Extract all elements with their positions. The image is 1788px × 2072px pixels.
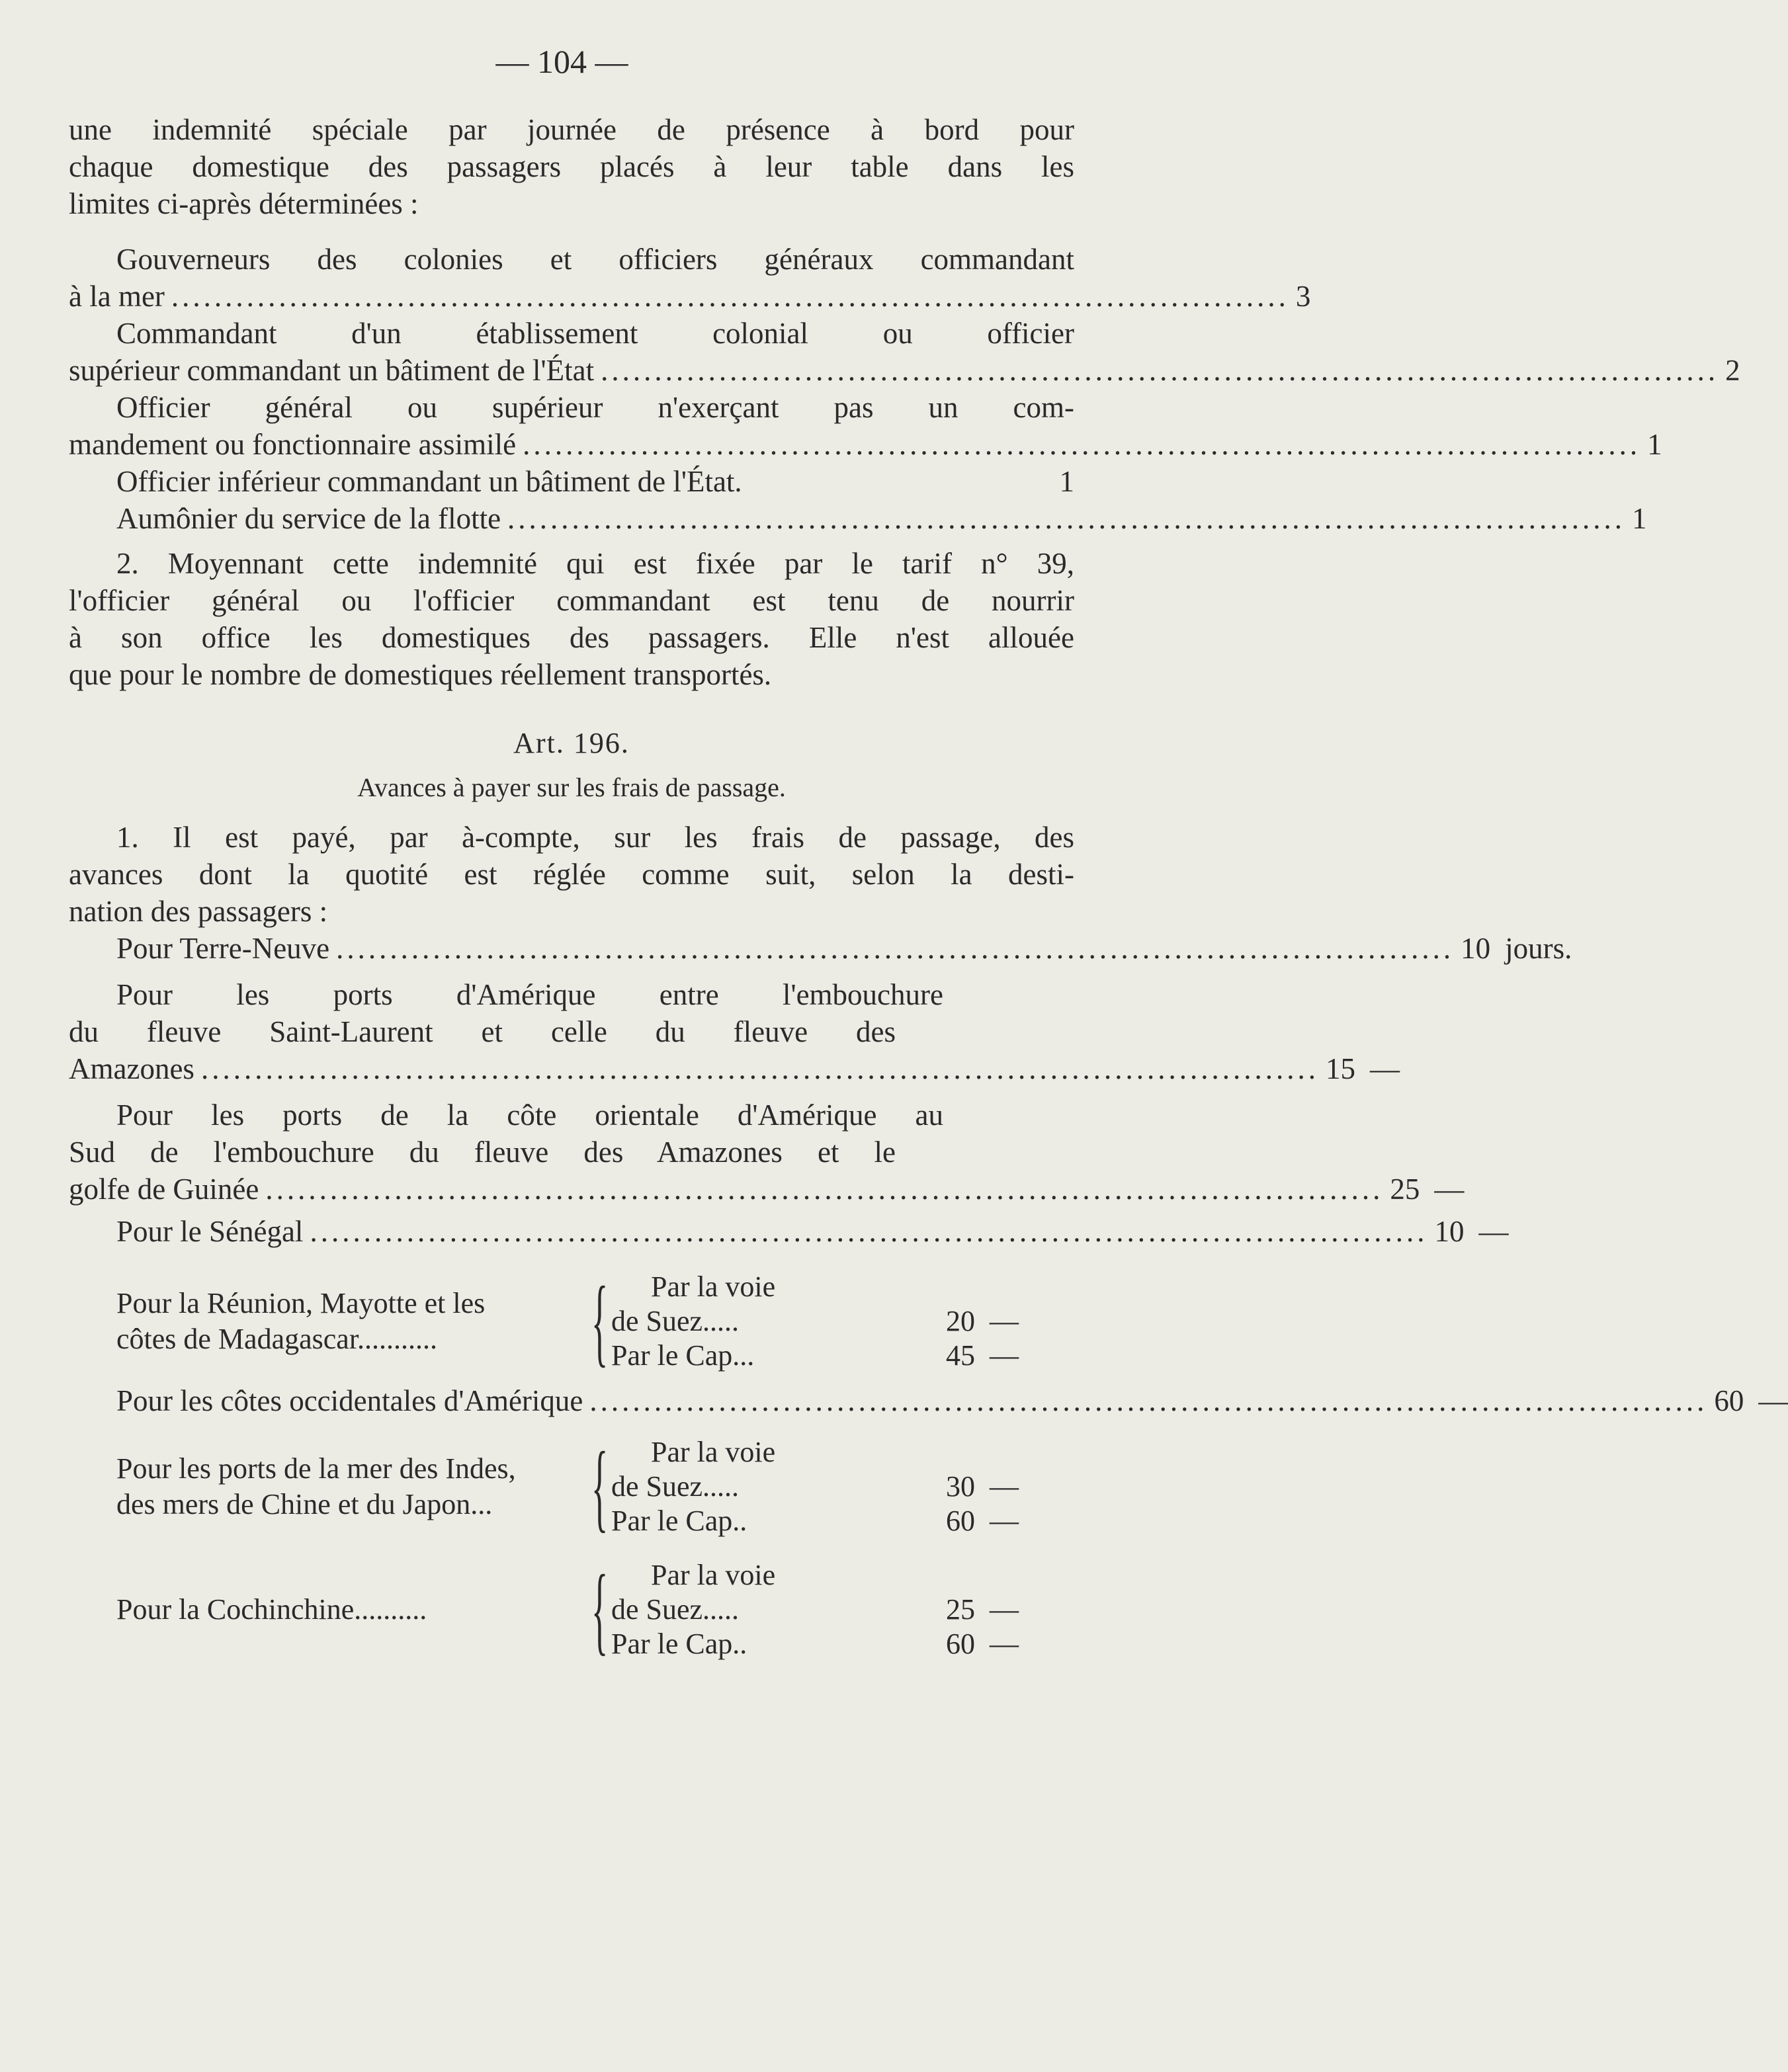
page-number: — 104 — (495, 43, 628, 80)
way-value: 60 (946, 1628, 975, 1660)
article-para-line: nation des passagers : (69, 895, 328, 928)
destination-label: Pour Terre-Neuve (116, 932, 330, 965)
destination-row (69, 1382, 1788, 1419)
route-desc-line: Pour les ports de la mer des Indes, (116, 1452, 516, 1485)
way-label: Par la voie (651, 1436, 776, 1468)
route-description (69, 1451, 591, 1522)
way-label: Par le Cap.. (611, 1628, 747, 1660)
para2-line: à son office les domestiques des passagers. Elle n'est allouée (69, 621, 1074, 654)
rank-value: 2 (1725, 354, 1740, 387)
route-way (611, 1304, 1074, 1339)
route-way (611, 1270, 1074, 1304)
rank-row (69, 463, 1074, 500)
rank-row (69, 278, 1311, 315)
route-ways (611, 1435, 1074, 1538)
article-subtitle: Avances à payer sur les frais de passage. (357, 772, 786, 802)
destination-unit: — (1434, 1173, 1465, 1206)
destination-line: Pour les ports de la côte orientale d'Amérique au (116, 1098, 943, 1132)
rank-line: Gouverneurs des colonies et officiers généraux commandant (116, 243, 1074, 276)
leader-dots: ........................................................................................................ (310, 1215, 1428, 1248)
article-para-line: avances dont la quotité est réglée comme suit, selon la desti- (69, 858, 1074, 891)
route-group (69, 1555, 1074, 1665)
destination-block (69, 976, 1400, 1087)
rank-label: à la mer (69, 280, 165, 313)
destination-line: Pour les ports d'Amérique entre l'embouchure (116, 978, 943, 1011)
leader-dots: ........................................................................................................ (171, 280, 1289, 313)
para2-line: que pour le nombre de domestiques réellement transportés. (69, 658, 772, 691)
leader-dots: ........................................................................................................ (523, 428, 1641, 461)
route-way (611, 1339, 1074, 1373)
intro-line: limites ci-après déterminées : (69, 187, 419, 220)
destination-value: 15 (1325, 1052, 1355, 1085)
destination-row (69, 1050, 1400, 1087)
route-way (611, 1504, 1074, 1538)
route-ways (611, 1270, 1074, 1373)
leader-dots: ........................................................................................................ (265, 1173, 1384, 1206)
way-label: de Suez..... (611, 1470, 740, 1503)
para2-line: l'officier général ou l'officier commandant est tenu de nourrir (69, 584, 1074, 617)
destination-unit: — (1478, 1215, 1509, 1248)
rank-label: supérieur commandant un bâtiment de l'État (69, 354, 595, 387)
leader-dots: ........................................................................................................ (507, 502, 1626, 535)
rank-label: Aumônier du service de la flotte (116, 502, 501, 535)
article-para-line: 1. Il est payé, par à-compte, sur les frais de passage, des (116, 821, 1074, 854)
way-unit: — (990, 1305, 1019, 1337)
leader-dots: ........................................................................................................ (601, 354, 1719, 387)
destination-line: du fleuve Saint-Laurent et celle du fleuve des (69, 1015, 896, 1048)
rank-label: Officier inférieur commandant un bâtiment de l'État. (116, 465, 742, 498)
route-ways (611, 1558, 1074, 1661)
rank-list (69, 241, 1740, 537)
destination-label: Amazones (69, 1052, 194, 1085)
destination-row (69, 1213, 1509, 1250)
way-unit: — (990, 1628, 1019, 1660)
destination-unit: — (1758, 1384, 1788, 1417)
destination-unit: jours. (1505, 932, 1572, 965)
rank-line: Commandant d'un établissement colonial ou officier (116, 317, 1074, 350)
rank-value: 1 (1632, 502, 1647, 535)
destination-label: Pour les côtes occidentales d'Amérique (116, 1384, 583, 1417)
brace: { (591, 1432, 609, 1542)
way-value: 25 (946, 1593, 975, 1626)
route-description (69, 1592, 591, 1628)
route-group (69, 1266, 1074, 1376)
way-label: Par la voie (651, 1270, 776, 1303)
destination-value: 10 (1461, 932, 1491, 965)
destination-label: Pour le Sénégal (116, 1215, 304, 1248)
destination-value: 60 (1714, 1384, 1744, 1417)
rank-value: 1 (1059, 465, 1074, 498)
route-desc-line: Pour la Réunion, Mayotte et les (116, 1287, 486, 1319)
destination-label: golfe de Guinée (69, 1173, 259, 1206)
intro-line: chaque domestique des passagers placés à leur table dans les (69, 150, 1074, 183)
route-group (69, 1432, 1074, 1542)
route-way (611, 1558, 1074, 1593)
route-way (611, 1470, 1074, 1504)
destination-list (69, 930, 1572, 1250)
rank-row (69, 352, 1740, 389)
way-value: 60 (946, 1505, 975, 1537)
rank-value: 1 (1647, 428, 1662, 461)
route-way (611, 1593, 1074, 1627)
route-way (611, 1435, 1074, 1470)
article-heading: Art. 196. (513, 727, 630, 759)
destination-unit: — (1369, 1052, 1400, 1085)
way-value: 45 (946, 1339, 975, 1372)
way-unit: — (990, 1470, 1019, 1503)
way-unit: — (990, 1593, 1019, 1626)
way-label: de Suez..... (611, 1305, 740, 1337)
leader-dots: ........................................................................................................ (589, 1384, 1708, 1417)
destination-row (69, 1171, 1465, 1208)
para2-line: 2. Moyennant cette indemnité qui est fixée par le tarif n° 39, (116, 547, 1074, 580)
way-value: 30 (946, 1470, 975, 1503)
way-label: Par la voie (651, 1559, 776, 1591)
way-label: de Suez..... (611, 1593, 740, 1626)
page-body (69, 111, 1788, 1671)
way-value: 20 (946, 1305, 975, 1337)
rank-label: mandement ou fonctionnaire assimilé (69, 428, 517, 461)
destination-value: 10 (1434, 1215, 1465, 1248)
way-unit: — (990, 1505, 1019, 1537)
route-way (611, 1627, 1074, 1661)
route-description (69, 1286, 591, 1357)
brace: { (591, 1555, 609, 1665)
destination-value: 25 (1390, 1173, 1420, 1206)
destination-row (69, 930, 1572, 967)
route-desc-line: côtes de Madagascar........... (116, 1323, 438, 1355)
route-desc-line: des mers de Chine et du Japon... (116, 1488, 493, 1520)
brace: { (591, 1266, 609, 1376)
way-unit: — (990, 1339, 1019, 1372)
way-label: Par le Cap... (611, 1339, 755, 1372)
destination-block (69, 1097, 1465, 1208)
intro-line: une indemnité spéciale par journée de présence à bord pour (69, 113, 1074, 146)
way-label: Par le Cap.. (611, 1505, 747, 1537)
rank-row (69, 500, 1647, 537)
leader-dots: ........................................................................................................ (336, 932, 1455, 965)
route-desc-line: Pour la Cochinchine.......... (116, 1593, 427, 1626)
rank-row (69, 426, 1662, 463)
rank-line: Officier général ou supérieur n'exerçant pas un com- (116, 391, 1074, 424)
leader-dots: ........................................................................................................ (200, 1052, 1319, 1085)
destination-line: Sud de l'embouchure du fleuve des Amazones et le (69, 1136, 896, 1169)
rank-value: 3 (1295, 280, 1311, 313)
